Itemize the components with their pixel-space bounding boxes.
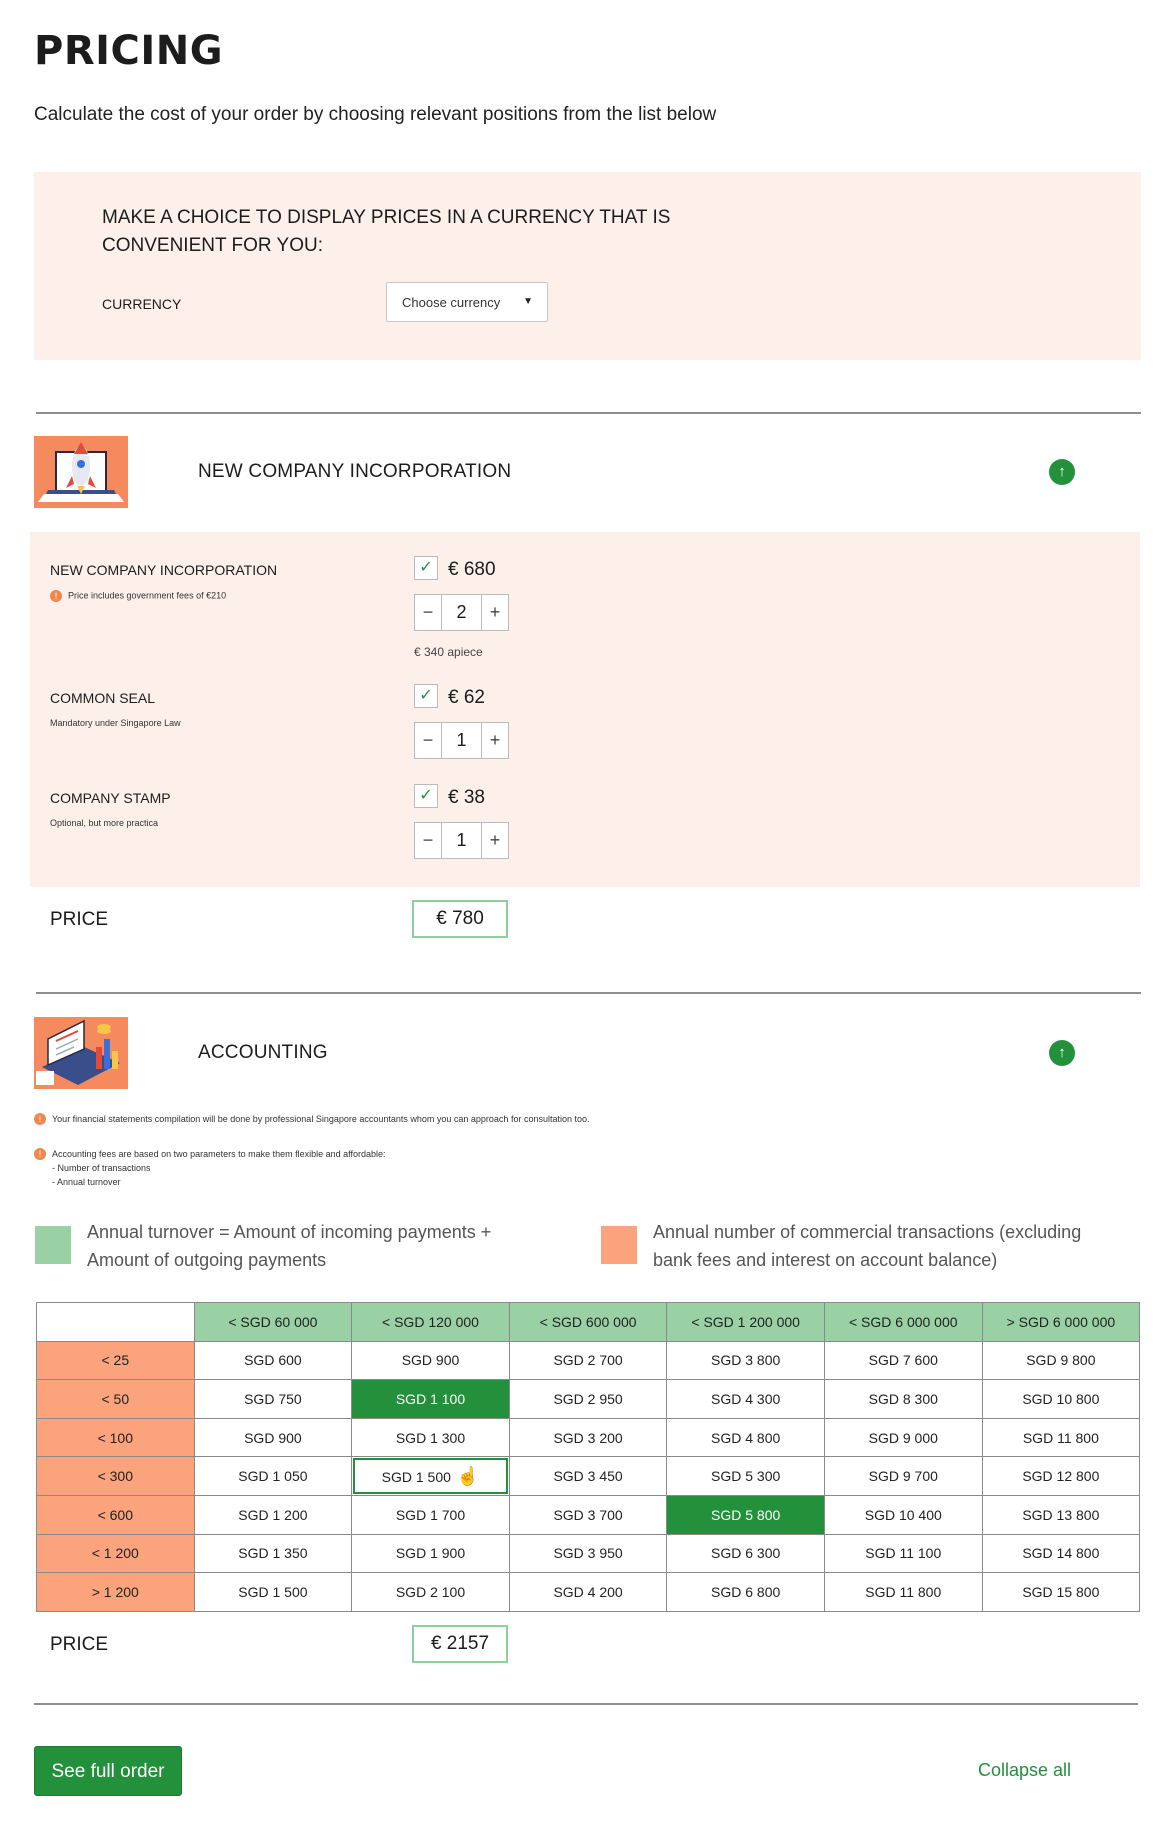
item-checkbox[interactable]: ✓ [414,784,438,808]
price-cell-selected[interactable]: SGD 1 100 [352,1380,510,1419]
unit-price: € 340 apiece [414,645,483,659]
price-cell[interactable]: SGD 1 900 [352,1534,510,1573]
price-cell[interactable]: SGD 4 800 [667,1418,825,1457]
collapse-section-arrow-icon[interactable]: ↑ [1049,1040,1075,1066]
decrement-button[interactable]: − [422,730,434,750]
currency-panel [34,172,1141,360]
price-cell[interactable]: SGD 600 [194,1341,352,1380]
table-row [37,1573,1140,1612]
price-cell[interactable]: SGD 750 [194,1380,352,1419]
info-icon: ! [50,590,62,602]
hand-cursor-icon: ☝ [456,1465,480,1486]
price-cell-text: SGD 1 500 [381,1468,451,1485]
item-price: € 680 [448,559,496,580]
price-cell[interactable]: SGD 9 800 [982,1341,1140,1380]
price-cell[interactable]: SGD 12 800 [982,1457,1140,1496]
info-icon: ! [34,1148,46,1160]
increment-button[interactable]: + [489,830,501,850]
turnover-legend-swatch [35,1226,71,1264]
accounting-price-grid [36,1302,1140,1612]
price-cell[interactable]: SGD 4 200 [509,1573,667,1612]
incorporation-items-panel [30,532,1140,887]
price-cell-hovered[interactable] [352,1457,510,1496]
price-cell[interactable]: SGD 10 800 [982,1380,1140,1419]
price-cell-selected[interactable]: SGD 5 800 [667,1495,825,1534]
price-cell[interactable]: SGD 5 300 [667,1457,825,1496]
price-cell[interactable]: SGD 3 800 [667,1341,825,1380]
rocket-laptop-illustration [34,436,128,508]
quantity-value[interactable]: 2 [441,595,482,630]
price-cell[interactable]: SGD 3 450 [509,1457,667,1496]
collapse-section-arrow-icon[interactable]: ↑ [1049,459,1075,485]
accounting-price-total: € 2157 [412,1625,508,1663]
item-price: € 38 [448,787,485,808]
accounting-laptop-illustration [34,1017,128,1089]
decrement-button[interactable]: − [422,602,434,622]
transactions-row-header: > 1 200 [37,1573,195,1612]
price-cell[interactable]: SGD 6 800 [667,1573,825,1612]
price-cell[interactable]: SGD 7 600 [824,1341,982,1380]
price-cell[interactable]: SGD 3 950 [509,1534,667,1573]
quantity-value[interactable]: 1 [441,723,482,758]
item-name: COMMON SEAL [50,690,156,706]
price-cell[interactable]: SGD 13 800 [982,1495,1140,1534]
currency-select[interactable] [386,282,548,322]
price-cell[interactable]: SGD 1 500 [194,1573,352,1612]
turnover-column-header: < SGD 6 000 000 [824,1303,982,1342]
item-note: Mandatory under Singapore Law [50,718,181,728]
turnover-column-header: < SGD 600 000 [509,1303,667,1342]
turnover-column-header: < SGD 60 000 [194,1303,352,1342]
caret-down-icon: ▼ [523,296,533,307]
price-cell[interactable]: SGD 4 300 [667,1380,825,1419]
item-checkbox[interactable]: ✓ [414,684,438,708]
transactions-legend-swatch [601,1226,637,1264]
increment-button[interactable]: + [489,602,501,622]
price-cell[interactable]: SGD 1 300 [352,1418,510,1457]
item-note: ! Price includes government fees of €210 [50,590,226,602]
transactions-legend-text: Annual number of commercial transactions (excluding bank fees and interest on account balance) [653,1222,1082,1270]
page-subtitle: Calculate the cost of your order by choosing relevant positions from the list below [34,104,717,125]
table-row [37,1457,1140,1496]
grid-corner-cell [37,1303,195,1342]
item-note: Optional, but more practica [50,818,159,828]
turnover-column-header: < SGD 1 200 000 [667,1303,825,1342]
turnover-legend-text: Annual turnover = Amount of incoming payments + Amount of outgoing payments [87,1222,492,1270]
currency-select-value: Choose currency [402,295,501,310]
page-title: PRICING [34,28,224,74]
quantity-stepper [414,822,509,859]
currency-heading: MAKE A CHOICE TO DISPLAY PRICES IN A CURRENCY THAT IS CONVENIENT FOR YOU: [102,207,671,256]
table-row [37,1534,1140,1573]
info-icon: ! [34,1113,46,1125]
currency-label: CURRENCY [102,296,182,312]
price-cell[interactable]: SGD 9 700 [824,1457,982,1496]
quantity-stepper [414,722,509,759]
decrement-button[interactable]: − [422,830,434,850]
price-cell[interactable]: SGD 1 200 [194,1495,352,1534]
quantity-value[interactable]: 1 [441,823,482,858]
see-full-order-button[interactable]: See full order [34,1746,182,1796]
price-cell[interactable]: SGD 10 400 [824,1495,982,1534]
accounting-section-title: ACCOUNTING [198,1042,328,1063]
price-cell[interactable]: SGD 1 050 [194,1457,352,1496]
price-cell[interactable]: SGD 15 800 [982,1573,1140,1612]
price-cell[interactable]: SGD 3 200 [509,1418,667,1457]
price-cell[interactable]: SGD 1 700 [352,1495,510,1534]
price-cell[interactable]: SGD 11 800 [982,1418,1140,1457]
transactions-row-header: < 100 [37,1418,195,1457]
price-cell[interactable]: SGD 11 800 [824,1573,982,1612]
accounting-price-label: PRICE [50,1634,109,1655]
increment-button[interactable]: + [489,730,501,750]
price-cell[interactable]: SGD 1 350 [194,1534,352,1573]
table-row [37,1495,1140,1534]
transactions-row-header: < 25 [37,1341,195,1380]
transactions-row-header: < 600 [37,1495,195,1534]
grid-header-row [37,1303,1140,1342]
price-cell[interactable]: SGD 2 950 [509,1380,667,1419]
item-checkbox[interactable]: ✓ [414,556,438,580]
section-divider [36,992,1141,994]
collapse-all-link[interactable]: Collapse all [978,1760,1072,1780]
transactions-row-header: < 50 [37,1380,195,1419]
turnover-column-header: > SGD 6 000 000 [982,1303,1140,1342]
turnover-column-header: < SGD 120 000 [352,1303,510,1342]
item-price: € 62 [448,687,485,708]
table-row [37,1418,1140,1457]
incorporation-price-total: € 780 [412,900,508,938]
accounting-note: ! Accounting fees are based on two parameters to make them flexible and affordable: - Number of transactions - Annual turnover [34,1147,594,1189]
transactions-row-header: < 1 200 [37,1534,195,1573]
table-row [37,1341,1140,1380]
incorporation-price-label: PRICE [50,909,109,930]
price-cell[interactable]: SGD 9 000 [824,1418,982,1457]
price-cell[interactable]: SGD 6 300 [667,1534,825,1573]
price-cell[interactable]: SGD 2 700 [509,1341,667,1380]
price-cell[interactable]: SGD 3 700 [509,1495,667,1534]
price-cell[interactable]: SGD 8 300 [824,1380,982,1419]
incorporation-section-title: NEW COMPANY INCORPORATION [198,461,512,482]
accounting-note: ! Your financial statements compilation will be done by professional Singapore accountants whom you can approach for consultation too. [34,1112,594,1126]
item-name: COMPANY STAMP [50,790,171,806]
section-divider [36,412,1141,414]
price-cell[interactable]: SGD 11 100 [824,1534,982,1573]
item-name: NEW COMPANY INCORPORATION [50,562,278,578]
price-cell[interactable]: SGD 900 [352,1341,510,1380]
quantity-stepper [414,594,509,631]
price-cell[interactable]: SGD 2 100 [352,1573,510,1612]
table-row [37,1380,1140,1419]
footer-divider [34,1703,1138,1705]
transactions-row-header: < 300 [37,1457,195,1496]
price-cell[interactable]: SGD 900 [194,1418,352,1457]
price-cell[interactable]: SGD 14 800 [982,1534,1140,1573]
